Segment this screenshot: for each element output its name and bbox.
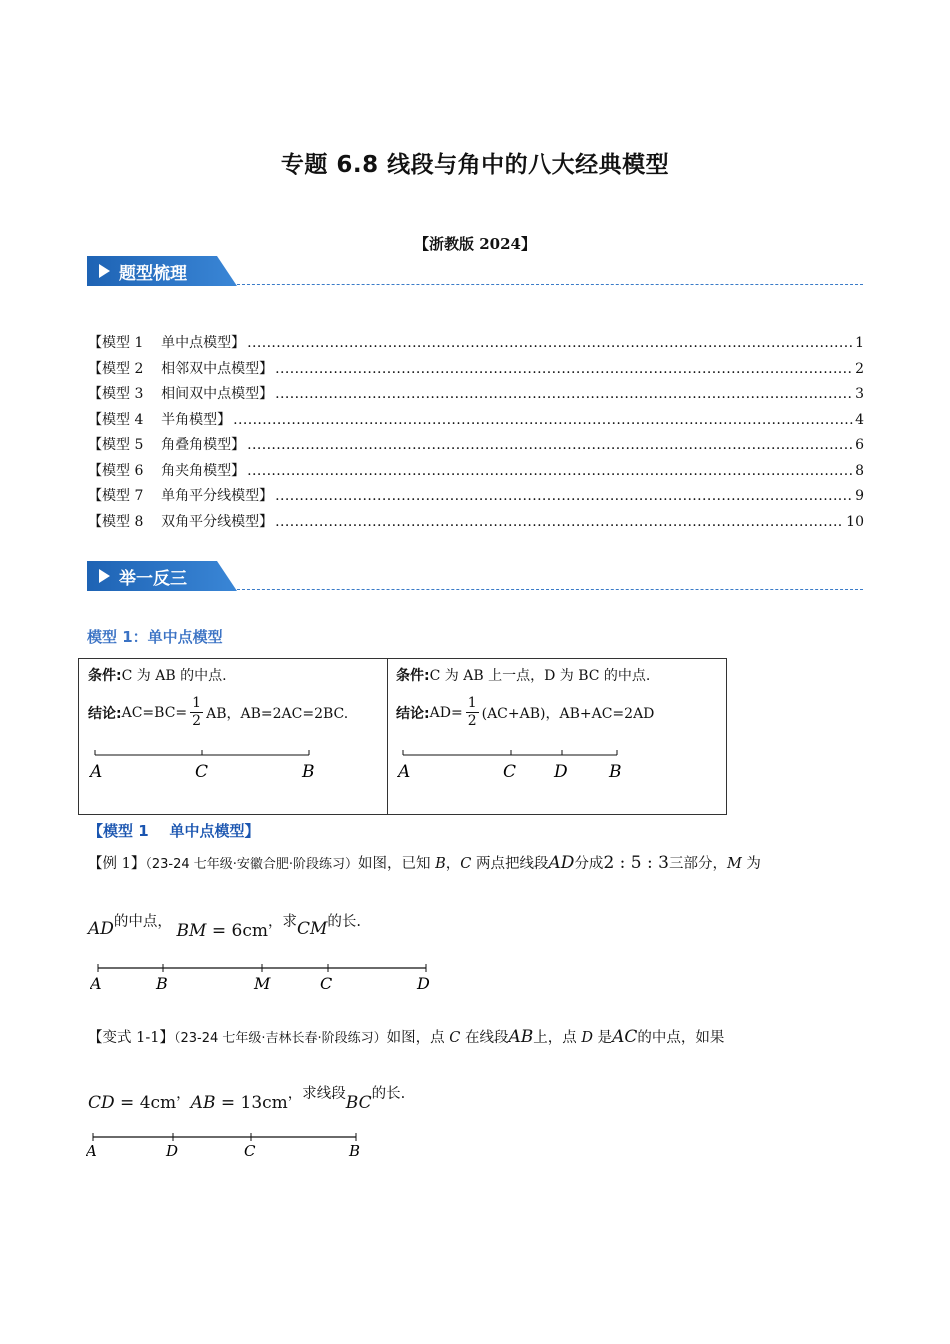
math-var: C [460,856,472,872]
model-table [78,658,727,815]
toc-item[interactable] [88,485,864,511]
example-diagram [90,962,440,994]
toc-leader [275,514,844,530]
variant-text: 在线段 [460,1030,509,1046]
variant-line-2 [88,1082,406,1113]
condition-keyword: 条件: [88,668,122,684]
toc-item[interactable] [88,511,864,537]
point-label: C [195,762,209,781]
math-var: BC [345,1093,372,1113]
example-line-1 [88,852,761,873]
example-text: 三部分， [668,856,727,872]
toc-item-page: 2 [855,360,864,377]
conclusion-pre: AD= [429,704,463,721]
condition-text: C 为 AB 上一点，D 为 BC 的中点. [429,668,651,684]
example-text: 两点把线段 [471,856,549,872]
example-text: 为 [741,856,761,872]
example-text: 如图，已知 [358,856,436,872]
variant-line-1 [88,1026,724,1047]
toc-item-page: 9 [855,488,864,504]
math-var: M [726,856,742,872]
toc-item[interactable] [88,383,864,409]
toc-item-label: 【模型 2 相邻双中点模型】 [88,360,274,377]
math-var: AD [548,853,575,873]
conclusion-keyword: 结论: [88,705,122,722]
math-var: AB [190,1093,216,1113]
fraction-numerator: 1 [467,695,477,711]
practice-banner [87,561,863,591]
math-unit: cm [262,1093,288,1113]
model-cell-right [387,659,726,814]
fraction-numerator: 1 [192,695,202,711]
model-cell-left [79,659,388,814]
example-prefix: 【例 1】 [88,856,146,872]
math-var: AB [508,1027,534,1047]
example-text: 的中点， [113,914,172,930]
conclusion [88,695,348,730]
example-source: （23-24 七年级·安徽合肥·阶段练习） [145,857,359,872]
math-unit: cm [150,1093,177,1113]
variant-text: 的长. [371,1086,406,1102]
math-var: CM [296,919,328,939]
play-icon [99,569,110,583]
example-line-2 [88,910,361,941]
toc-item-label: 【模型 8 双角平分线模型】 [88,513,274,530]
condition-keyword: 条件: [396,668,430,684]
section-title: 【模型 1 单中点模型】 [88,822,260,840]
banner-divider [237,284,863,285]
variant-text: ， [176,1086,191,1102]
math-unit: cm [242,921,268,941]
toc-item-label: 【模型 7 单角平分线模型】 [88,488,274,504]
toc-item-label: 【模型 5 角叠角模型】 [88,437,246,453]
variant-source: （23-24 七年级·吉林长春·阶段练习） [173,1031,387,1046]
math-var: CD [88,1093,115,1113]
edition-label: 【浙教版 2024】 [414,235,536,253]
point-label: D [166,1142,179,1160]
toc-item-page: 8 [855,462,864,479]
point-label: A [86,1142,97,1160]
toc-item[interactable] [88,332,864,358]
variant-diagram [86,1131,376,1163]
page-title: 专题 6.8 线段与角中的八大经典模型 [280,152,670,178]
toc-item-page: 6 [855,437,864,453]
segment-diagram [397,747,637,781]
segment-diagram [89,747,329,781]
point-label: C [503,762,517,781]
math-var: B [435,856,446,872]
example-text: 分成 [574,856,604,872]
fraction [466,695,479,730]
math-var: D [581,1030,594,1046]
math-var: C [449,1030,461,1046]
toc-item-page: 3 [855,386,864,402]
toc-item[interactable] [88,460,864,486]
conclusion-post: AB，AB=2AC=2BC. [206,705,349,722]
toc-leader [247,335,853,351]
toc-leader [275,361,853,377]
variant-text: 的中点，如果 [637,1030,725,1046]
point-label: M [254,974,271,993]
toc-item-page: 4 [855,411,864,428]
point-label: A [90,974,102,993]
toc-item-label: 【模型 6 角夹角模型】 [88,462,246,479]
toc-item-label: 【模型 4 半角模型】 [88,411,232,428]
condition-text: C 为 AB 的中点. [121,668,227,684]
variant-text: 如图，点 [386,1030,450,1046]
point-label: A [90,762,103,781]
point-label: D [554,762,568,781]
banner-label: 举一反三 [119,569,187,589]
point-label: B [302,762,315,781]
example-text: ， [445,856,461,872]
toc-item-label: 【模型 3 相间双中点模型】 [88,386,274,402]
toc-leader [275,386,853,402]
math-eq: = 4 [114,1093,151,1113]
toc-item-label: 【模型 1 单中点模型】 [88,335,246,351]
math-var: BM [176,921,207,941]
toc-banner [87,256,863,286]
condition [396,665,650,685]
conclusion-keyword: 结论: [396,705,430,722]
example-text: 的长. [327,914,361,930]
point-label: A [398,762,411,781]
toc-item[interactable] [88,358,864,384]
toc-item-page: 1 [855,335,864,351]
toc-item[interactable] [88,434,864,460]
point-label: B [349,1142,361,1160]
point-label: B [156,974,168,993]
example-text: ，求 [267,914,297,930]
variant-text: 是 [593,1030,613,1046]
condition [88,665,227,685]
toc-leader [247,463,853,479]
point-label: B [609,762,622,781]
math-eq: = 6 [206,921,243,941]
banner-label: 题型梳理 [119,264,187,284]
fraction-denominator: 2 [467,713,477,729]
variant-text: 上，点 [533,1030,582,1046]
math-var: AD [88,919,114,939]
variant-text: ，求线段 [287,1086,346,1102]
play-icon [99,264,110,278]
toc-leader [233,412,853,428]
conclusion-pre: AC=BC= [121,704,188,721]
table-of-contents [88,332,864,536]
fraction [190,695,203,730]
toc-item-page: 10 [846,513,864,530]
math-ratio: 2 : 5 : 3 [603,853,669,873]
toc-leader [275,488,853,504]
banner-divider [237,589,863,590]
variant-prefix: 【变式 1-1】 [88,1030,174,1046]
conclusion-post: (AC+AB)，AB+AC=2AD [481,705,655,722]
model-heading: 模型 1：单中点模型 [87,628,223,646]
toc-item[interactable] [88,409,864,435]
conclusion [396,695,654,730]
point-label: D [417,974,430,993]
math-var: AC [612,1027,638,1047]
toc-leader [247,437,853,453]
fraction-denominator: 2 [192,713,202,729]
point-label: C [244,1142,256,1160]
point-label: C [320,974,333,993]
math-eq: = 13 [215,1093,263,1113]
